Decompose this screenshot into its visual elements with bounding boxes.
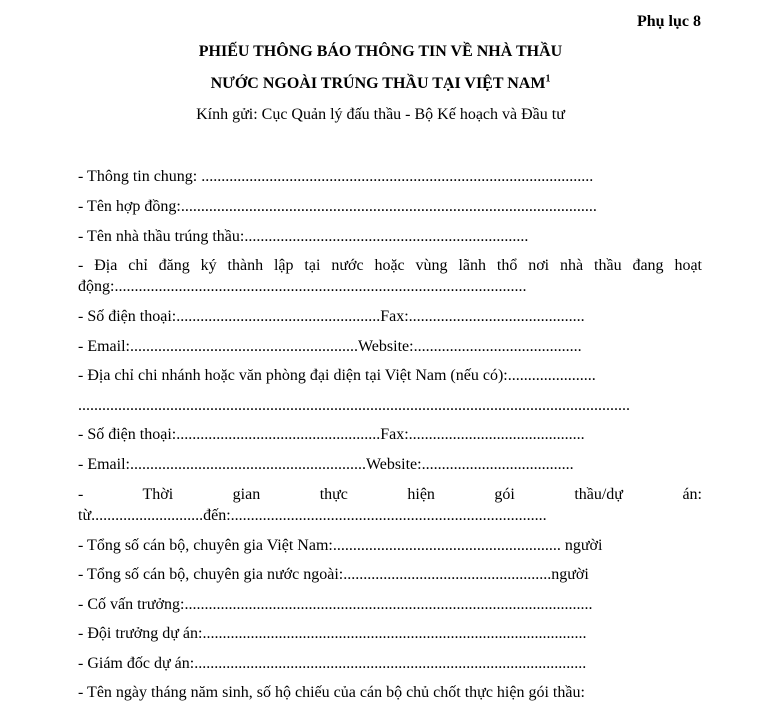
form-title-line-1-text: PHIẾU THÔNG BÁO THÔNG TIN VỀ NHÀ THẦU: [198, 43, 563, 60]
field-duration: [78, 485, 702, 505]
form-title-line-2: [0, 75, 761, 93]
appendix-label: Phụ lục 8: [636, 13, 701, 30]
duration-word: thực: [319, 486, 348, 503]
field-project-leader[interactable]: - Đội trưởng dự án:................................................................................................: [78, 625, 587, 642]
form-title-line-1: [0, 43, 761, 61]
field-email-website-2[interactable]: - Email:...........................................................Website:......................................: [78, 456, 574, 473]
duration-word: thầu/dự: [574, 486, 623, 503]
field-duration-fill[interactable]: từ............................đến:...............................................................................: [78, 507, 547, 524]
field-contract-name[interactable]: - Tên hợp đồng:........................................................................................................: [78, 198, 597, 215]
field-chief-consultant[interactable]: - Cố vấn trưởng:......................................................................................................: [78, 596, 593, 613]
recipient-line: Kính gửi: Cục Quản lý đấu thầu - Bộ Kế hoạch và Đầu tư: [196, 106, 565, 123]
field-winning-contractor[interactable]: - Tên nhà thầu trúng thầu:.......................................................................: [78, 228, 529, 245]
field-registered-address-fill[interactable]: động:.......................................................................................................: [78, 278, 527, 295]
field-phone-fax-2[interactable]: - Số điện thoại:...................................................Fax:............................................: [78, 426, 585, 443]
duration-word: -: [78, 486, 84, 503]
field-project-director[interactable]: - Giám đốc dự án:..................................................................................................: [78, 655, 587, 672]
footnote-marker: 1: [545, 73, 551, 85]
field-branch-office-continued[interactable]: ..........................................................................................................................................: [78, 397, 630, 414]
field-general-info[interactable]: - Thông tin chung: ..................................................................................................: [78, 168, 594, 185]
duration-word: án:: [682, 486, 702, 503]
field-branch-office[interactable]: - Địa chỉ chi nhánh hoặc văn phòng đại diện tại Việt Nam (nếu có):......................: [78, 367, 596, 384]
duration-word: Thời: [142, 486, 174, 503]
form-title-line-2-text: NƯỚC NGOÀI TRÚNG THẦU TẠI VIỆT NAM: [210, 75, 546, 92]
duration-word: gian: [232, 486, 261, 503]
field-vietnamese-staff[interactable]: - Tổng số cán bộ, chuyên gia Việt Nam:......................................................... người: [78, 537, 603, 554]
field-email-website-1[interactable]: - Email:.........................................................Website:..........................................: [78, 338, 582, 355]
field-foreign-staff[interactable]: - Tổng số cán bộ, chuyên gia nước ngoài:....................................................người: [78, 566, 589, 583]
field-registered-address: - Địa chỉ đăng ký thành lập tại nước hoặc vùng lãnh thổ nơi nhà thầu đang hoạt: [78, 257, 702, 274]
duration-word: hiện: [407, 486, 435, 503]
field-key-personnel: - Tên ngày tháng năm sinh, số hộ chiếu của cán bộ chủ chốt thực hiện gói thầu:: [78, 684, 585, 701]
duration-word: gói: [494, 486, 515, 503]
field-phone-fax-1[interactable]: - Số điện thoại:...................................................Fax:............................................: [78, 308, 585, 325]
